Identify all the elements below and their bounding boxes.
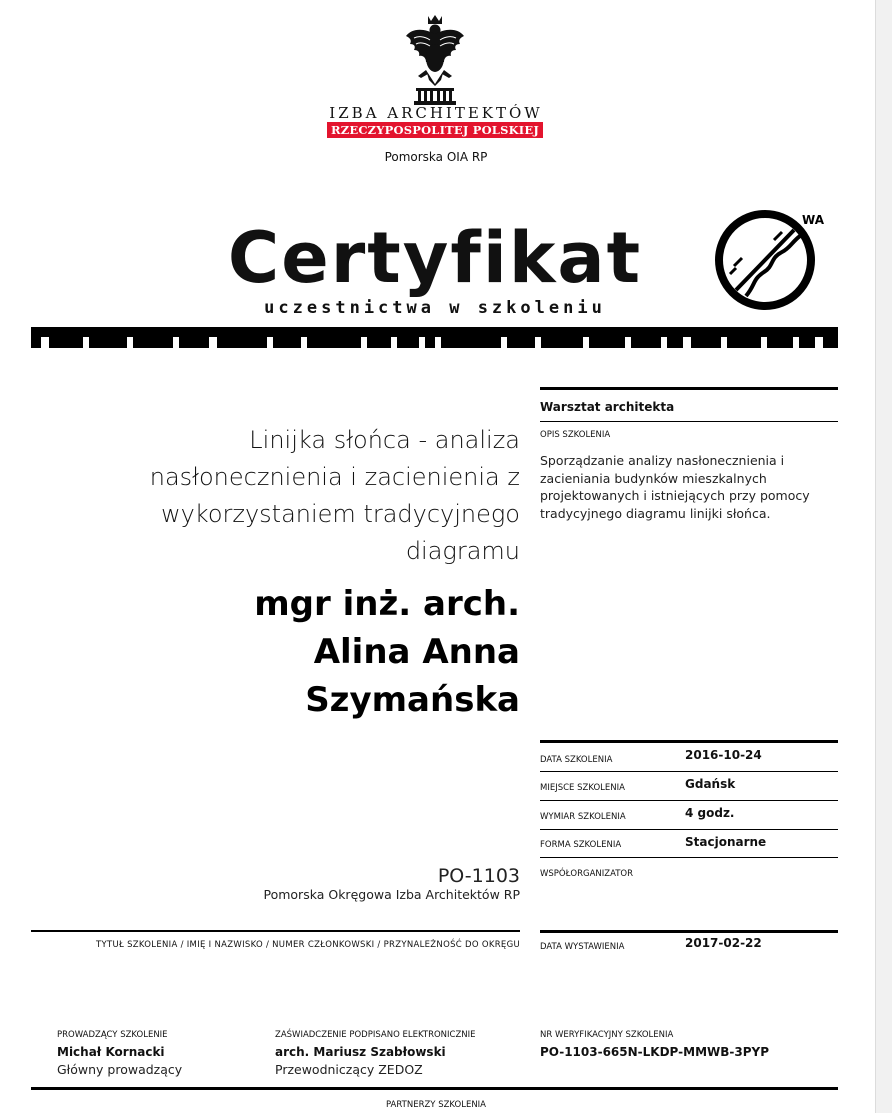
- training-category: Warsztat architekta: [540, 400, 675, 414]
- page-side-bar: [875, 0, 892, 1113]
- signature-label: ZAŚWIADCZENIE PODPISANO ELEKTRONICZNIE: [275, 1030, 476, 1040]
- issue-date-label: DATA WYSTAWIENIA: [540, 942, 625, 952]
- org-name-line1: IZBA ARCHITEKTÓW: [329, 104, 543, 122]
- detail-rule: [540, 800, 838, 801]
- member-chamber: Pomorska Okręgowa Izba Architektów RP: [263, 887, 520, 902]
- certificate-subtitle: uczestnictwa w szkoleniu: [264, 298, 606, 318]
- detail-rule: [540, 771, 838, 772]
- decorative-barcode-pattern: [31, 337, 838, 348]
- detail-value-form: Stacjonarne: [685, 835, 767, 849]
- member-number: PO-1103: [437, 865, 520, 887]
- participant-name-line2: Alina Anna: [313, 632, 520, 672]
- detail-label-form: FORMA SZKOLENIA: [540, 840, 622, 850]
- participant-name-line3: Szymańska: [305, 680, 520, 720]
- emblem-label: WA: [802, 213, 824, 227]
- category-rule: [540, 421, 838, 422]
- detail-label-duration: WYMIAR SZKOLENIA: [540, 812, 626, 822]
- left-field-caption: TYTUŁ SZKOLENIA / IMIĘ I NAZWISKO / NUMER CZŁONKOWSKI / PRZYNALEŻNOŚĆ DO OKRĘGU: [96, 940, 520, 950]
- lead-trainer-label: PROWADZĄCY SZKOLENIE: [57, 1030, 168, 1040]
- issue-top-rule: [540, 930, 838, 933]
- eagle-emblem-icon: [404, 14, 466, 106]
- detail-value-place: Gdańsk: [685, 777, 736, 791]
- left-divider: [31, 930, 520, 932]
- detail-rule: [540, 857, 838, 858]
- participant-name: [60, 580, 520, 724]
- detail-label-date: DATA SZKOLENIA: [540, 755, 613, 765]
- org-name-line2: RZECZYPOSPOLITEJ POLSKIEJ: [327, 122, 543, 138]
- verification-code: PO-1103-665N-LKDP-MMWB-3PYP: [540, 1045, 769, 1059]
- detail-value-date: 2016-10-24: [685, 748, 762, 762]
- org-regional-chamber: Pomorska OIA RP: [384, 150, 488, 164]
- detail-label-place: MIEJSCE SZKOLENIA: [540, 783, 625, 793]
- signatory-name: arch. Mariusz Szabłowski: [275, 1045, 446, 1059]
- training-description: Sporządzanie analizy nasłonecznienia i zacieniania budynków mieszkalnych projektowanych i istniejących przy pomocy tradycyjnego diagramu linijki słońca.: [540, 453, 810, 521]
- detail-rule: [540, 829, 838, 830]
- issue-date-value: 2017-02-22: [685, 936, 762, 950]
- wa-workshop-emblem-icon: [712, 210, 824, 310]
- footer-rule: [31, 1087, 838, 1090]
- lead-trainer-name: Michał Kornacki: [57, 1045, 165, 1059]
- certificate-title: Certyfikat: [227, 217, 643, 299]
- description-label: OPIS SZKOLENIA: [540, 430, 611, 440]
- participant-name-line1: mgr inż. arch.: [254, 584, 520, 624]
- lead-trainer-role: Główny prowadzący: [57, 1062, 183, 1077]
- partners-label: PARTNERZY SZKOLENIA: [385, 1100, 487, 1110]
- training-title: Linijka słońca - analiza nasłonecznienia i zacienienia z wykorzystaniem tradycyjnego diagramu: [149, 426, 520, 565]
- detail-value-duration: 4 godz.: [685, 806, 735, 820]
- detail-label-coorganizer: WSPÓŁORGANIZATOR: [540, 869, 634, 879]
- details-top-rule: [540, 740, 838, 743]
- decorative-barcode-bar: [31, 327, 838, 337]
- description-top-rule: [540, 387, 838, 390]
- signatory-role: Przewodniczący ZEDOZ: [275, 1062, 423, 1077]
- verification-label: NR WERYFIKACYJNY SZKOLENIA: [540, 1030, 674, 1040]
